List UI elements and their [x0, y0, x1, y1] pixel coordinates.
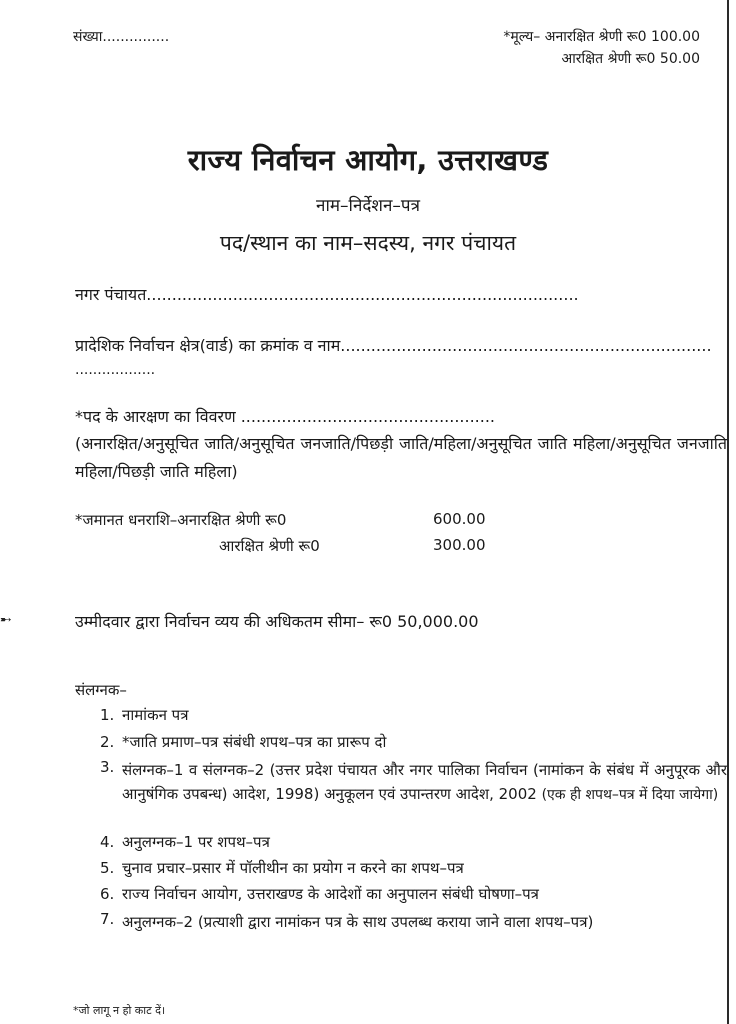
- serial-number-field: संख्या...............: [73, 29, 170, 45]
- attachment-item: [100, 758, 727, 807]
- attachment-number: 6.: [100, 885, 115, 903]
- attachment-item: [100, 832, 270, 852]
- attachment-item: [100, 858, 464, 878]
- nagar-panchayat-field: नगर पंचायत.....................................................................................: [75, 285, 579, 304]
- reservation-field: *पद के आरक्षण का विवरण ..................................................: [75, 407, 496, 426]
- attachment-item: [100, 705, 188, 725]
- attachment-number: 2.: [100, 733, 115, 751]
- attachment-text: अनुलग्नक–1 पर शपथ–पत्र: [122, 833, 270, 851]
- attachment-text: नामांकन पत्र: [122, 706, 189, 724]
- attachment-number: 3.: [100, 758, 115, 776]
- fee-line-reserved: आरक्षित श्रेणी रू0 50.00: [561, 51, 700, 67]
- attachment-item: [100, 910, 727, 934]
- reservation-options: (अनारक्षित/अनुसूचित जाति/अनुसूचित जनजाति/पिछड़ी जाति/महिला/अनुसूचित जाति महिला/अनुसूचित जनजाति महिला/पिछड़ी जाति महिला): [75, 434, 727, 481]
- attachment-text: संलग्नक–1 व संलग्नक–2 (उत्तर प्रदेश पंचायत और नगर पालिका निर्वाचन (नामांकन के संबंध में अनुपूरक और आनुषंगिक उपबन्ध) आदेश, 1998) अनुकूलन एवं उपान्तरण आदेश, 2002: [122, 761, 727, 803]
- footnote: *जो लागू न हो काट दें।: [73, 1004, 166, 1017]
- attachment-note: (एक ही शपथ–पत्र में दिया जायेगा): [541, 787, 719, 803]
- attachment-text: *जाति प्रमाण–पत्र संबंधी शपथ–पत्र का प्रारूप दो: [122, 733, 387, 751]
- form-title: राज्य निर्वाचन आयोग, उत्तराखण्ड: [187, 143, 549, 177]
- attachment-item: [100, 884, 539, 904]
- attachment-number: 7.: [100, 910, 115, 928]
- deposit-reserved-amount: 300.00: [433, 536, 486, 554]
- attachment-text: राज्य निर्वाचन आयोग, उत्तराखण्ड के आदेशों का अनुपालन संबंधी घोषणा–पत्र: [122, 885, 539, 903]
- attachment-text: अनुलग्नक–2 (प्रत्याशी द्वारा नामांकन पत्र के साथ उपलब्ध कराया जाने वाला शपथ–पत्र): [122, 913, 594, 931]
- attachment-number: 4.: [100, 833, 115, 851]
- attachment-text: चुनाव प्रचार–प्रसार में पॉलीथीन का प्रयोग न करने का शपथ–पत्र: [122, 859, 464, 877]
- deposit-unreserved-amount: 600.00: [433, 510, 486, 528]
- attachment-item: [100, 732, 386, 752]
- attachment-number: 1.: [100, 706, 115, 724]
- deposit-reserved-label: आरक्षित श्रेणी रू0: [219, 537, 320, 555]
- expense-limit: उम्मीदवार द्वारा निर्वाचन व्यय की अधिकतम सीमा– रू0 50,000.00: [75, 612, 479, 631]
- attachments-heading: संलग्नक–: [75, 681, 127, 699]
- ward-field-continued: ..................: [75, 362, 156, 378]
- fee-line-unreserved: *मूल्य– अनारक्षित श्रेणी रू0 100.00: [503, 29, 700, 45]
- deposit-unreserved-label: *जमानत धनराशि–अनारक्षित श्रेणी रू0: [75, 511, 287, 529]
- attachment-number: 5.: [100, 859, 115, 877]
- post-title: पद/स्थान का नाम–सदस्य, नगर पंचायत: [219, 231, 517, 255]
- form-subtitle: नाम–निर्देशन–पत्र: [316, 196, 420, 216]
- margin-mark: ➸: [0, 612, 12, 628]
- ward-field: प्रादेशिक निर्वाचन क्षेत्र(वार्ड) का क्रमांक व नाम.........................................................................: [75, 336, 712, 355]
